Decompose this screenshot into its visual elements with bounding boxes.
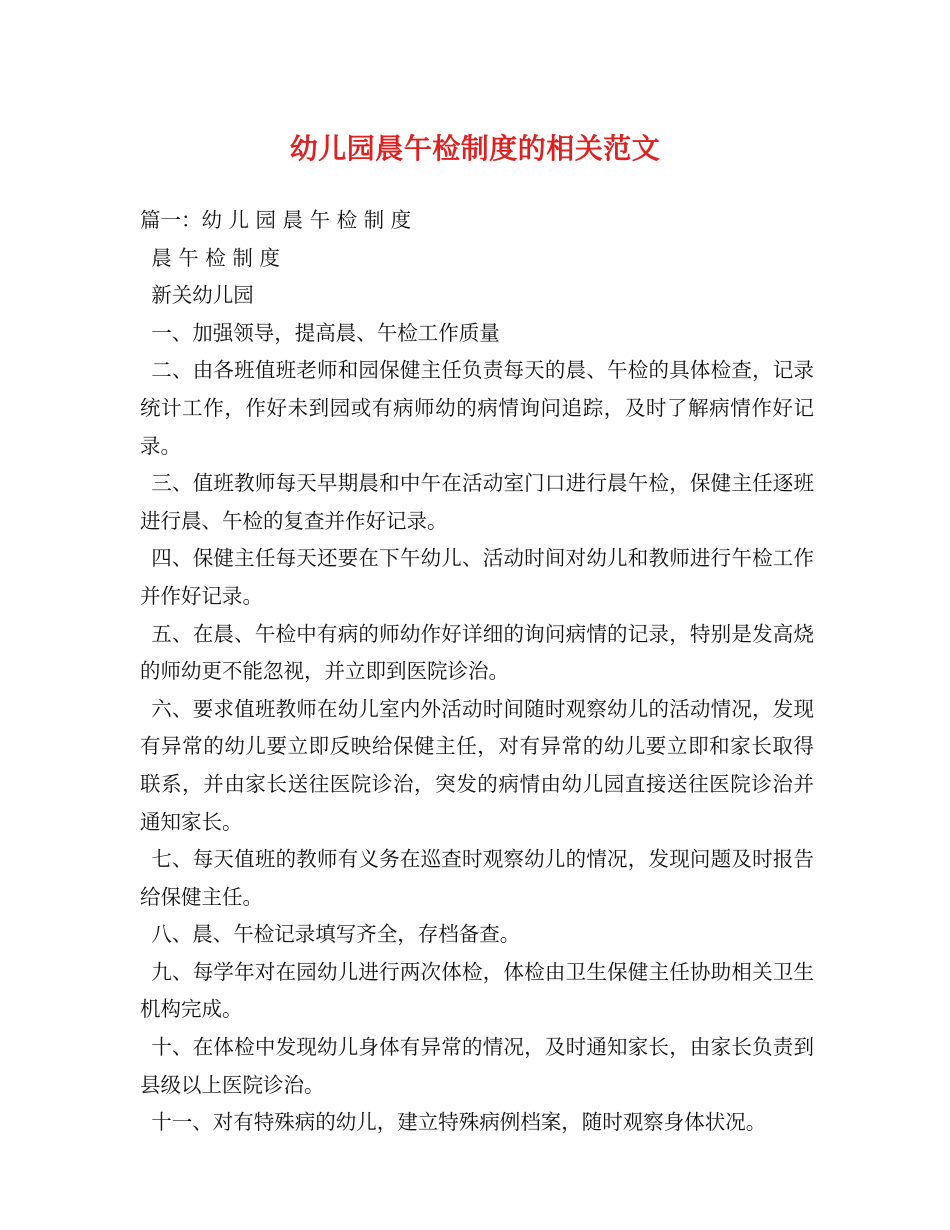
regulation-subheading: 晨 午 检 制 度 (151, 245, 280, 270)
paragraph-10: 十、在体检中发现幼儿身体有异常的情况，及时通知家长，由家长负责到县级以上医院诊治。 (140, 1035, 814, 1097)
paragraph-9: 九、每学年对在园幼儿进行两次体检，体检由卫生保健主任协助相关卫生机构完成。 (140, 959, 814, 1022)
paragraph-1: 一、加强领导，提高晨、午检工作质量 (151, 320, 500, 345)
paragraph-6: 六、要求值班教师在幼儿室内外活动时间随时观察幼儿的活动情况，发现有异常的幼儿要立即反映给保健主任，对有异常的幼儿要立即和家长取得联系，并由家长送往医院诊治，突发的病情由幼儿园直接送往医院诊治并通知家长。 (140, 696, 814, 834)
school-name: 新关幼儿园 (151, 283, 254, 308)
paragraph-4: 四、保健主任每天还要在下午幼儿、活动时间对幼儿和教师进行午检工作并作好记录。 (140, 546, 814, 608)
paragraph-5: 五、在晨、午检中有病的师幼作好详细的询问病情的记录，特别是发高烧的师幼更不能忽视，并立即到医院诊治。 (140, 621, 814, 684)
document-title: 幼儿园晨午检制度的相关范文 (289, 132, 661, 165)
paragraph-2: 二、由各班值班老师和园保健主任负责每天的晨、午检的具体检查，记录统计工作，作好未到园或有病师幼的病情询问追踪，及时了解病情作好记录。 (140, 358, 814, 458)
document-body (140, 202, 814, 1142)
paragraph-8: 八、晨、午检记录填写齐全，存档备查。 (151, 922, 521, 947)
paragraph-3: 三、值班教师每天早期晨和中午在活动室门口进行晨午检，保健主任逐班进行晨、午检的复查并作好记录。 (140, 471, 814, 533)
section-heading: 篇一：幼 儿 园 晨 午 检 制 度 (140, 208, 412, 232)
paragraph-7: 七、每天值班的教师有义务在巡查时观察幼儿的情况，发现问题及时报告给保健主任。 (140, 847, 814, 909)
paragraph-11: 十一、对有特殊病的幼儿，建立特殊病例档案，随时观察身体状况。 (151, 1110, 767, 1135)
